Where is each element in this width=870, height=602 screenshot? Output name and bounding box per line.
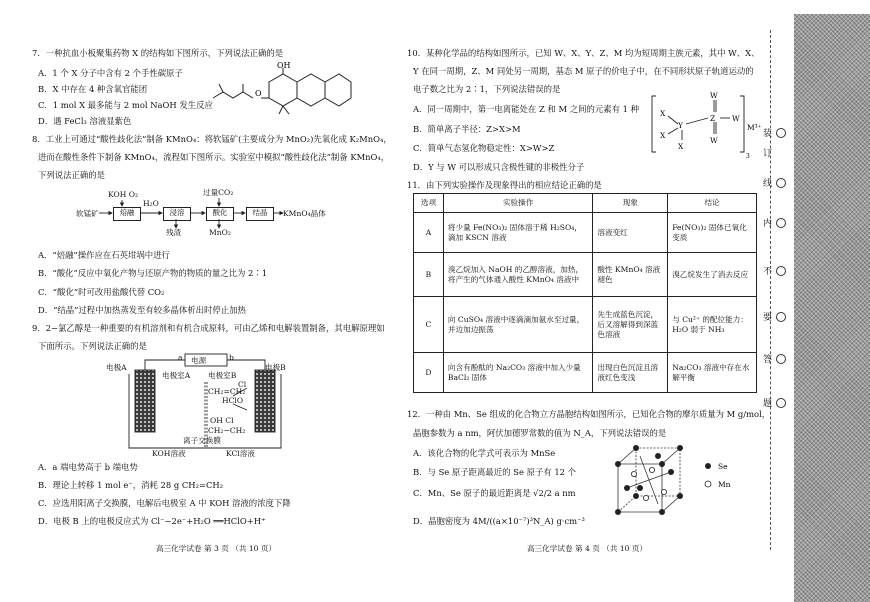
x-left-label: X (660, 131, 666, 140)
binding-hole-icon (776, 218, 786, 228)
q12-option-a: A．该化合物的化学式可表示为 MnSe (413, 448, 556, 458)
row-b-operation: 溴乙烷加入 NaOH 的乙醇溶液，加热，将产生的气体通入酸性 KMnO₄ 溶液中 (443, 253, 592, 297)
legend-mn-label: Mn (718, 480, 731, 489)
binding-mark (763, 146, 793, 159)
q7-molecule-diagram (205, 60, 355, 122)
q8-option-b: B．“酸化”反应中氧化产物与还原产物的物质的量之比为 2∶1 (38, 268, 268, 278)
electrode-room-a-label: 电极室A (162, 371, 191, 380)
q12-option-c: C．Mn、Se 原子的最近距离是 √2/2 a nm (413, 488, 576, 498)
q9-option-a: A．a 端电势高于 b 端电势 (38, 462, 138, 472)
row-a-phenomenon: 溶液变红 (593, 213, 668, 253)
subscript-3-label: 3 (746, 153, 750, 160)
q10-option-c: C．简单气态氢化物稳定性：X>W>Z (413, 143, 555, 153)
q12-unit-cell-diagram (606, 440, 754, 530)
w-top-label: W (710, 91, 718, 100)
q8-stem-line2: 进而在酸性条件下制备 KMnO₄，流程如下图所示。实验室中模拟“酸性歧化法”制备 KMnO₄， (38, 152, 390, 162)
binding-mark (763, 176, 793, 189)
row-a-label: A (414, 213, 444, 253)
binding-char: 答 (763, 355, 773, 365)
q12-stem-line1: 12．一种由 Mn、Se 组成的化合物立方晶胞结构如图所示，已知化合物的摩尔质量为 M g/mol， (407, 409, 771, 419)
q7-option-a: A．1 个 X 分子中含有 2 个手性碳原子 (38, 68, 183, 78)
binding-hole-icon (776, 178, 786, 188)
q7-option-b: B．X 中存在 4 种含氧官能团 (38, 84, 148, 94)
row-b-conclusion: 溴乙烷发生了消去反应 (668, 253, 757, 297)
row-c-phenomenon: 先生成蓝色沉淀，后又溶解得到深蓝色溶液 (593, 297, 668, 353)
binding-dashed-line (770, 30, 771, 550)
flow-product: KMnO₄晶体 (283, 209, 326, 218)
q9-stem-line2: 下面所示。下列说法正确的是 (38, 341, 147, 351)
q7-stem: 7．一种抗血小板聚集药物 X 的结构如下图所示，下列说法正确的是 (32, 48, 284, 58)
row-d-label: D (414, 353, 444, 393)
flow-box-roast: 焙融 (113, 207, 141, 221)
legend-se-label: Se (718, 462, 728, 471)
flow-mno2: MnO₂ (209, 228, 231, 237)
flow-box-acidify: 酸化 (206, 207, 234, 221)
q8-stem-line3: 下列说法正确的是 (38, 170, 105, 180)
binding-hole-icon (776, 266, 786, 276)
electrode-a-label: 电极A (106, 363, 127, 372)
q9-option-c: C．应选用阳离子交换膜，电解后电极室 A 中 KOH 溶液的浓度下降 (38, 498, 291, 508)
electrode-b-label: 电极B (265, 363, 286, 372)
binding-hole-icon (776, 354, 786, 364)
row-d-operation: 向含有酚酞的 Na₂CO₃ 溶液中加入少量 BaCl₂ 固体 (443, 353, 592, 393)
binding-hole-icon (776, 312, 786, 322)
binding-strip (794, 14, 870, 602)
header-phenomenon: 现象 (593, 194, 668, 213)
table-row (414, 297, 757, 353)
chloroethanol-chain-label: CH₂−CH₂ (208, 426, 246, 435)
flow-arrows (95, 196, 285, 232)
q10-option-d: D．Y 与 W 可以形成只含极性键的非极性分子 (413, 162, 585, 172)
q10-option-a: A．同一周期中，第一电离能处在 Z 和 M 之间的元素有 1 种 (413, 104, 639, 114)
q12-stem-line2: 晶胞参数为 a nm，阿伏加德罗常数的值为 N_A，下列说法错误的是 (413, 428, 667, 438)
binding-char: 装 (763, 129, 773, 139)
hclo-label: HClO (222, 396, 244, 405)
row-d-conclusion: Na₂CO₃ 溶液中存在水解平衡 (668, 353, 757, 393)
q7-option-c: C．1 mol X 最多能与 2 mol NaOH 发生反应 (38, 100, 213, 110)
binding-hole-icon (776, 398, 786, 408)
binding-mark (763, 126, 793, 139)
table-row (414, 253, 757, 297)
table-header-row (414, 194, 757, 213)
binding-char: 内 (763, 219, 773, 229)
w-right-label: W (732, 114, 740, 123)
table-row (414, 213, 757, 253)
q7-option-d: D．遇 FeCl₃ 溶液显紫色 (38, 116, 132, 126)
table-row (414, 353, 757, 393)
header-conclusion: 结论 (668, 194, 757, 213)
header-operation: 实验操作 (443, 194, 592, 213)
binding-char: 不 (763, 267, 773, 277)
q10-stem-line1: 10．某种化学品的结构如图所示，已知 W、X、Y、Z、M 均为短周期主族元素，其中 W、X、 (407, 48, 760, 58)
x-bottom-label: X (678, 142, 684, 151)
left-page-footer: 高三化学试卷 第 3 页 （共 10 页） (156, 544, 277, 553)
q8-option-c: C．“酸化”时可改用盐酸代替 CO₂ (38, 287, 165, 297)
membrane-label: 离子交换膜 (183, 436, 221, 445)
q8-option-d: D．“结晶”过程中加热蒸发至有较多晶体析出时停止加热 (38, 305, 246, 315)
y-atom-label: Y (678, 121, 683, 130)
header-option: 选项 (414, 194, 444, 213)
oh-cl-label: OH Cl (210, 416, 234, 425)
flow-water: H₂O (143, 199, 159, 208)
right-page-footer: 高三化学试卷 第 4 页 （共 10 页） (527, 544, 648, 553)
electrode-room-b-label: 电极室B (208, 371, 237, 380)
q10-structure-diagram (648, 88, 762, 162)
power-supply-label: 电源 (191, 356, 207, 365)
w-bottom-label: W (710, 136, 718, 145)
q9-option-d: D．电极 B 上的电极反应式为 Cl⁻−2e⁻+H₂O ══HClO+H⁺ (38, 516, 266, 526)
q10-option-b: B．简单离子半径：Z>X>M (413, 124, 521, 134)
row-d-phenomenon: 出现白色沉淀且溶液红色变浅 (593, 353, 668, 393)
flow-box-crystallize: 结晶 (246, 207, 274, 221)
q8-option-a: A．“焙融”操作应在石英坩埚中进行 (38, 250, 170, 260)
binding-mark (763, 396, 793, 409)
terminal-a: a (178, 353, 183, 362)
q9-stem-line1: 9．2−氯乙醇是一种重要的有机溶剂和有机合成原料，可由乙烯和电解装置制备，其电解原理如 (32, 323, 385, 333)
q9-option-b: B．理论上转移 1 mol e⁻，消耗 28 g CH₂=CH₂ (38, 480, 224, 490)
row-c-operation: 向 CuSO₄ 溶液中逐滴滴加氨水至过量，并边加边振荡 (443, 297, 592, 353)
q10-stem-line2: Y 在同一周期，Z、M 同处另一周期，基态 M 原子的价电子中，在不同形状原子轨道运动的 (413, 66, 754, 76)
row-c-conclusion: 与 Cu²⁺ 的配位能力：H₂O 弱于 NH₃ (668, 297, 757, 353)
q8-stem-line1: 8．工业上可通过“酸性歧化法”制备 KMnO₄：将软锰矿(主要成分为 MnO₂)先氧化成 K₂MnO₄， (32, 134, 392, 144)
binding-mark (763, 264, 793, 277)
binding-mark (763, 216, 793, 229)
flow-box-leach: 浸溶 (163, 207, 191, 221)
row-a-operation: 将少量 Fe(NO₃)₂ 固体溶于稀 H₂SO₄，滴加 KSCN 溶液 (443, 213, 592, 253)
m-ion-label: M³⁺ (747, 123, 762, 132)
q7-o-label: O (255, 89, 262, 98)
kcl-solution-label: KCl溶液 (226, 449, 255, 458)
x-top-label: X (660, 109, 666, 118)
flow-feed: 软锰矿 (76, 209, 99, 218)
q11-experiment-table (413, 193, 757, 393)
z-atom-label: Z (710, 114, 716, 123)
binding-char: 订 (763, 149, 773, 159)
flow-reagent1: KOH O₂ (108, 190, 139, 199)
binding-mark (763, 352, 793, 365)
binding-char: 要 (763, 313, 773, 323)
row-b-label: B (414, 253, 444, 297)
row-b-phenomenon: 酸性 KMnO₄ 溶液褪色 (593, 253, 668, 297)
q10-stem-line3: 电子数之比为 2∶1，下列说法错误的是 (413, 84, 561, 94)
row-c-label: C (414, 297, 444, 353)
binding-mark (763, 310, 793, 323)
binding-char: 线 (763, 179, 773, 189)
q11-stem: 11．由下列实验操作及现象得出的相应结论正确的是 (407, 180, 602, 190)
koh-solution-label: KOH溶液 (152, 449, 186, 458)
binding-char: 题 (763, 399, 773, 409)
flow-co2: 过量CO₂ (203, 188, 234, 197)
binding-hole-icon (776, 128, 786, 138)
q12-option-b: B．与 Se 原子距离最近的 Se 原子有 12 个 (413, 467, 577, 477)
cl-product-label: Cl (238, 380, 247, 389)
row-a-conclusion: Fe(NO₃)₂ 固体已氧化变质 (668, 213, 757, 253)
flow-residue: 残渣 (166, 228, 182, 237)
q7-oh-label: OH (277, 61, 291, 70)
terminal-b: b (229, 353, 234, 362)
q12-option-d: D．晶胞密度为 4M/((a×10⁻⁷)³N_A) g·cm⁻³ (413, 516, 585, 526)
ch2ch2-label: CH₂=CH₂ (208, 387, 246, 396)
